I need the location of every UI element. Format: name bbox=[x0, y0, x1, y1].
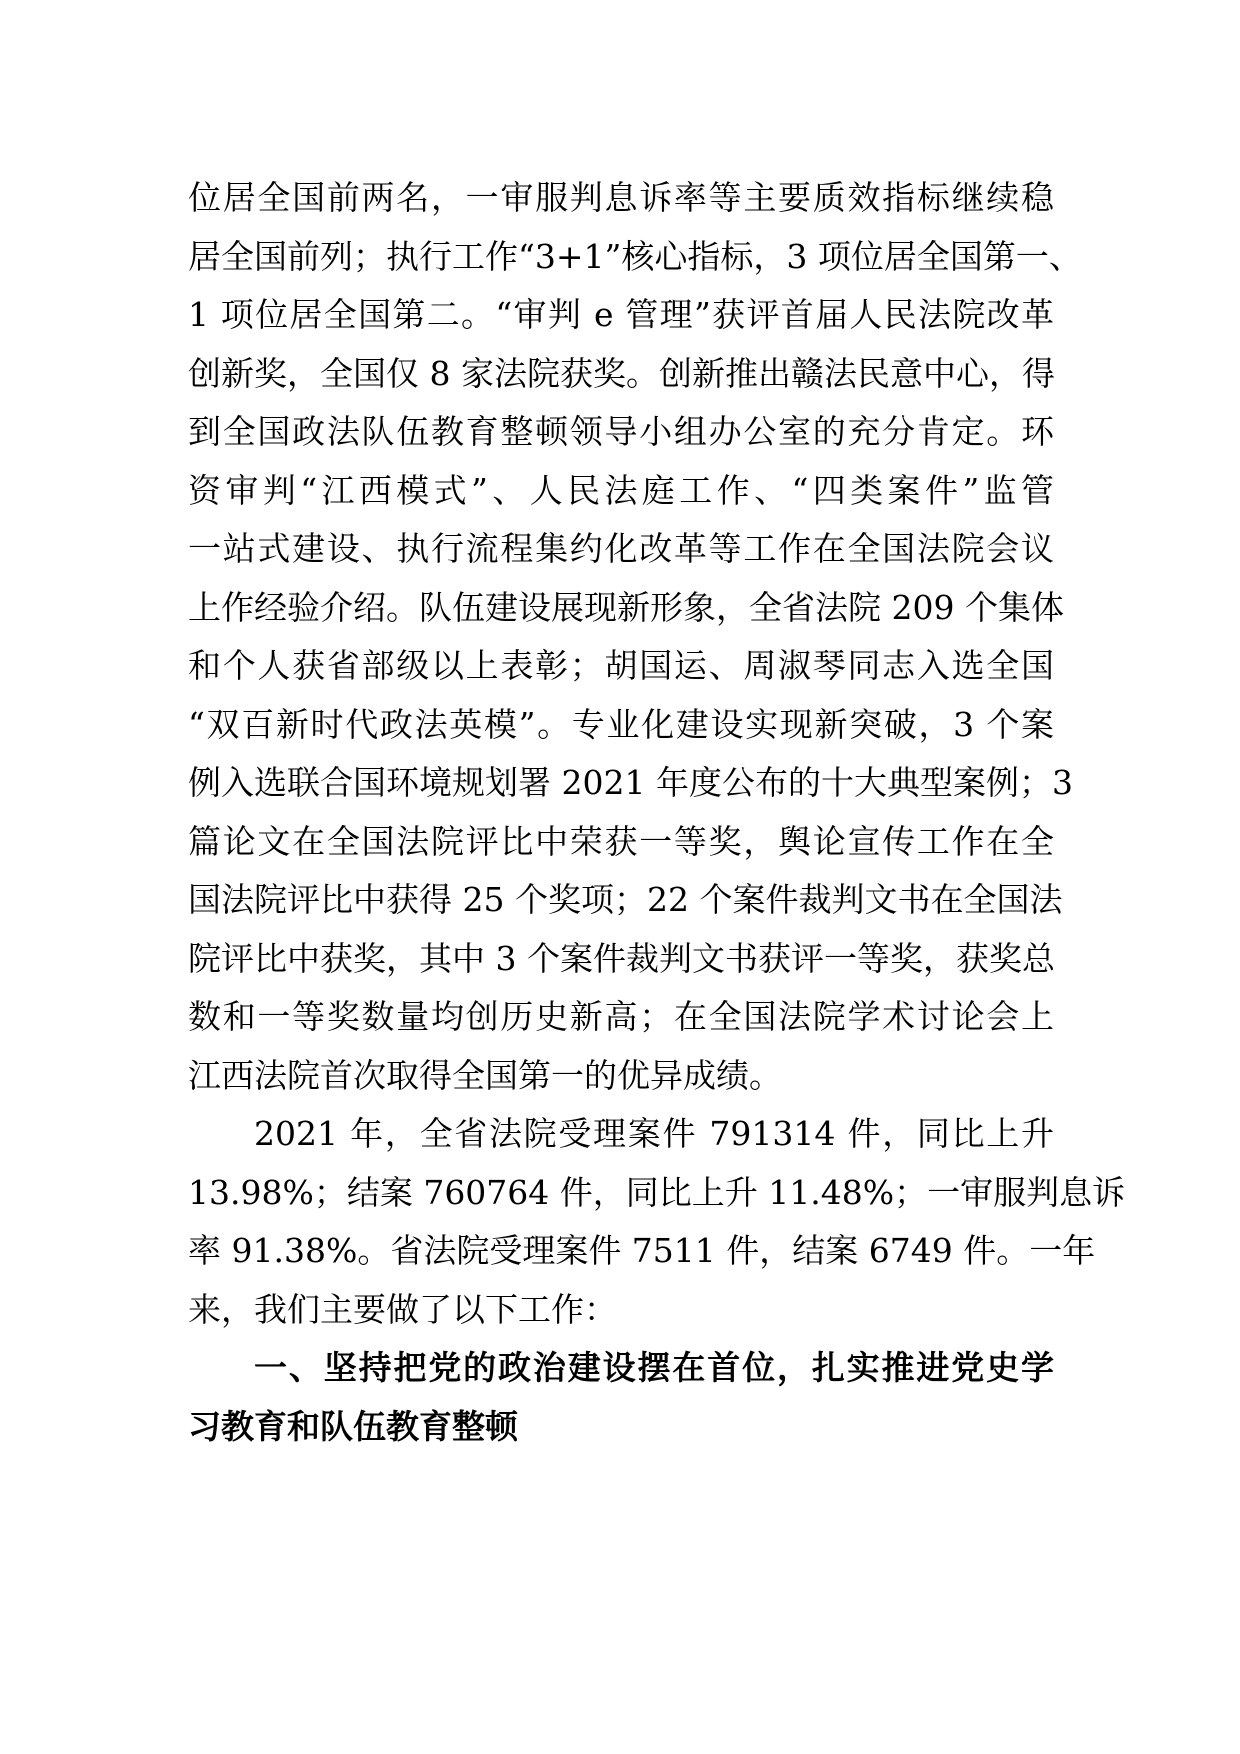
paragraph-1-line-4: 创新奖，全国仅 8 家法院获奖。创新推出赣法民意中心，得 bbox=[188, 354, 1055, 393]
paragraph-1-line-16: 江西法院首次取得全国第一的优异成绩。 bbox=[188, 1056, 782, 1095]
paragraph-1-line-6: 资审判“江西模式”、人民法庭工作、“四类案件”监管 bbox=[188, 471, 1054, 510]
paragraph-1-line-1: 位居全国前两名，一审服判息诉率等主要质效指标继续稳 bbox=[188, 178, 1054, 217]
paragraph-2-line-4: 来，我们主要做了以下工作： bbox=[188, 1290, 617, 1329]
paragraph-1-line-5: 到全国政法队伍教育整顿领导小组办公室的充分肯定。环 bbox=[188, 412, 1054, 451]
paragraph-1-line-12: 篇论文在全国法院评比中荣获一等奖，舆论宣传工作在全 bbox=[188, 822, 1054, 861]
paragraph-1-line-10: “双百新时代政法英模”。专业化建设实现新突破，3 个案 bbox=[188, 705, 1054, 744]
paragraph-1-line-11: 例入选联合国环境规划署 2021 年度公布的十大典型案例；3 bbox=[188, 763, 1073, 802]
paragraph-2-line-2: 13.98%；结案 760764 件，同比上升 11.48%；一审服判息诉 bbox=[188, 1173, 1126, 1212]
paragraph-1-line-15: 数和一等奖数量均创历史新高；在全国法院学术讨论会上 bbox=[188, 997, 1054, 1036]
section-heading-line-1: 一、坚持把党的政治建设摆在首位，扎实推进党史学 bbox=[254, 1348, 1054, 1387]
paragraph-1-line-14: 院评比中获奖，其中 3 个案件裁判文书获评一等奖，获奖总 bbox=[188, 939, 1055, 978]
paragraph-2-line-3: 率 91.38%。省法院受理案件 7511 件，结案 6749 件。一年 bbox=[188, 1231, 1096, 1270]
section-heading-line-2: 习教育和队伍教育整顿 bbox=[188, 1407, 518, 1446]
paragraph-1-line-7: 一站式建设、执行流程集约化改革等工作在全国法院会议 bbox=[188, 529, 1054, 568]
paragraph-2-line-1: 2021 年，全省法院受理案件 791314 件，同比上升 bbox=[254, 1114, 1054, 1153]
paragraph-1-line-2: 居全国前列；执行工作“3+1”核心指标，3 项位居全国第一、 bbox=[188, 237, 1082, 276]
paragraph-1-line-13: 国法院评比中获得 25 个奖项；22 个案件裁判文书在全国法 bbox=[188, 880, 1063, 919]
paragraph-1-line-3: 1 项位居全国第二。“审判 e 管理”获评首届人民法院改革 bbox=[188, 295, 1054, 334]
paragraph-1-line-9: 和个人获省部级以上表彰；胡国运、周淑琴同志入选全国 bbox=[188, 646, 1054, 685]
paragraph-1-line-8: 上作经验介绍。队伍建设展现新形象，全省法院 209 个集体 bbox=[188, 588, 1064, 627]
